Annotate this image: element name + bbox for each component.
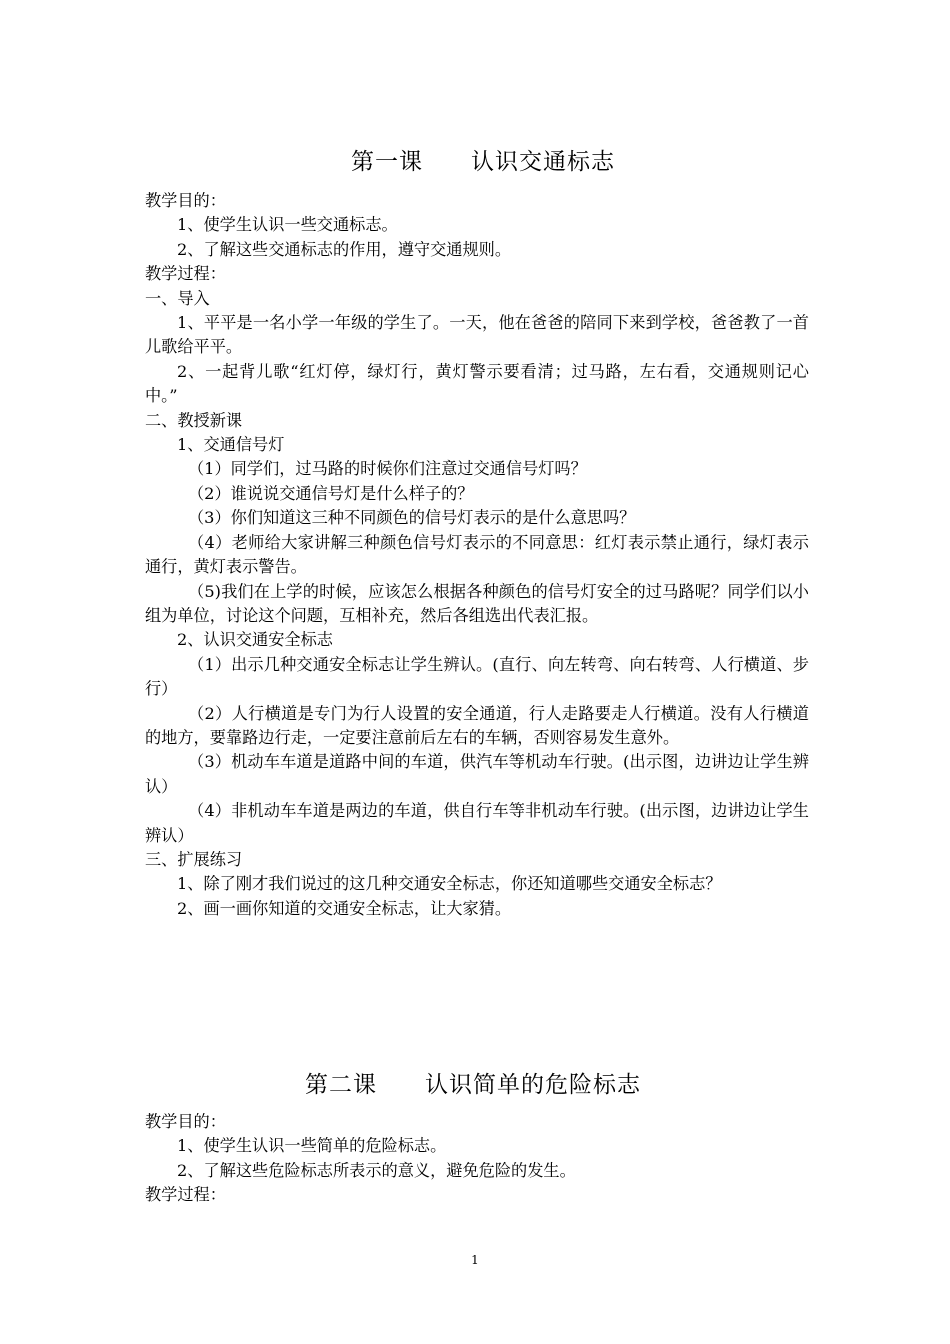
- objective-item: 2、了解这些危险标志所表示的意义，避免危险的发生。: [177, 1160, 576, 1180]
- paragraph: 1、平平是一名小学一年级的学生了。一天，他在爸爸的陪同下来到学校，爸爸教了一首儿歌给平平。: [145, 313, 809, 357]
- paragraph: （4）老师给大家讲解三种颜色信号灯表示的不同意思：红灯表示禁止通行，绿灯表示通行，黄灯表示警告。: [145, 532, 809, 577]
- section-heading: 三、扩展练习: [145, 849, 243, 869]
- paragraph: 1、除了刚才我们说过的这几种交通安全标志，你还知道哪些交通安全标志？: [177, 874, 722, 894]
- objective-item: 1、使学生认识一些交通标志。: [177, 215, 398, 235]
- paragraph: （5)我们在上学的时候，应该怎么根据各种颜色的信号灯安全的过马路呢？同学们以小组为单位，讨论这个问题，互相补充，然后各组选出代表汇报。: [145, 581, 809, 625]
- lesson2-body: [145, 1110, 809, 1208]
- subsection-heading: 2、认识交通安全标志: [177, 630, 333, 650]
- paragraph: （2）谁说说交通信号灯是什么样子的？: [188, 483, 474, 503]
- heading-process: 教学过程：: [145, 1185, 226, 1205]
- paragraph: （2）人行横道是专门为行人设置的安全通道，行人走路要走人行横道。没有人行横道的地方，要靠路边行走，一定要注意前后左右的车辆，否则容易发生意外。: [145, 703, 809, 747]
- heading-objectives: 教学目的：: [145, 191, 226, 210]
- paragraph: （4）非机动车车道是两边的车道，供自行车等非机动车行驶。(出示图，边讲边让学生辨认）: [145, 801, 809, 845]
- lesson1-body: [145, 189, 809, 921]
- paragraph: 2、一起背儿歌“红灯停，绿灯行，黄灯警示要看清；过马路，左右看，交通规则记心中。”: [145, 361, 809, 406]
- lesson2-title: 第二课 认识简单的危险标志: [305, 1072, 641, 1098]
- paragraph: （3）机动车车道是道路中间的车道，供汽车等机动车行驶。(出示图，边讲边让学生辨认）: [145, 752, 809, 796]
- heading-process: 教学过程：: [145, 264, 226, 284]
- heading-objectives: 教学目的：: [145, 1112, 226, 1131]
- paragraph: （3）你们知道这三种不同颜色的信号灯表示的是什么意思吗？: [188, 508, 636, 528]
- objective-item: 1、使学生认识一些简单的危险标志。: [177, 1136, 447, 1156]
- paragraph: 2、画一画你知道的交通安全标志，让大家猜。: [177, 898, 512, 918]
- paragraph: （1）出示几种交通安全标志让学生辨认。(直行、向左转弯、向右转弯、人行横道、步行）: [145, 654, 809, 699]
- page-number: 1: [471, 1253, 479, 1267]
- lesson1-title: 第一课 认识交通标志: [351, 149, 615, 175]
- section-heading: 二、教授新课: [145, 410, 243, 430]
- paragraph: （1）同学们，过马路的时候你们注意过交通信号灯吗？: [188, 459, 587, 479]
- section-heading: 一、导入: [145, 288, 210, 308]
- subsection-heading: 1、交通信号灯: [177, 435, 285, 455]
- objective-item: 2、了解这些交通标志的作用，遵守交通规则。: [177, 239, 512, 259]
